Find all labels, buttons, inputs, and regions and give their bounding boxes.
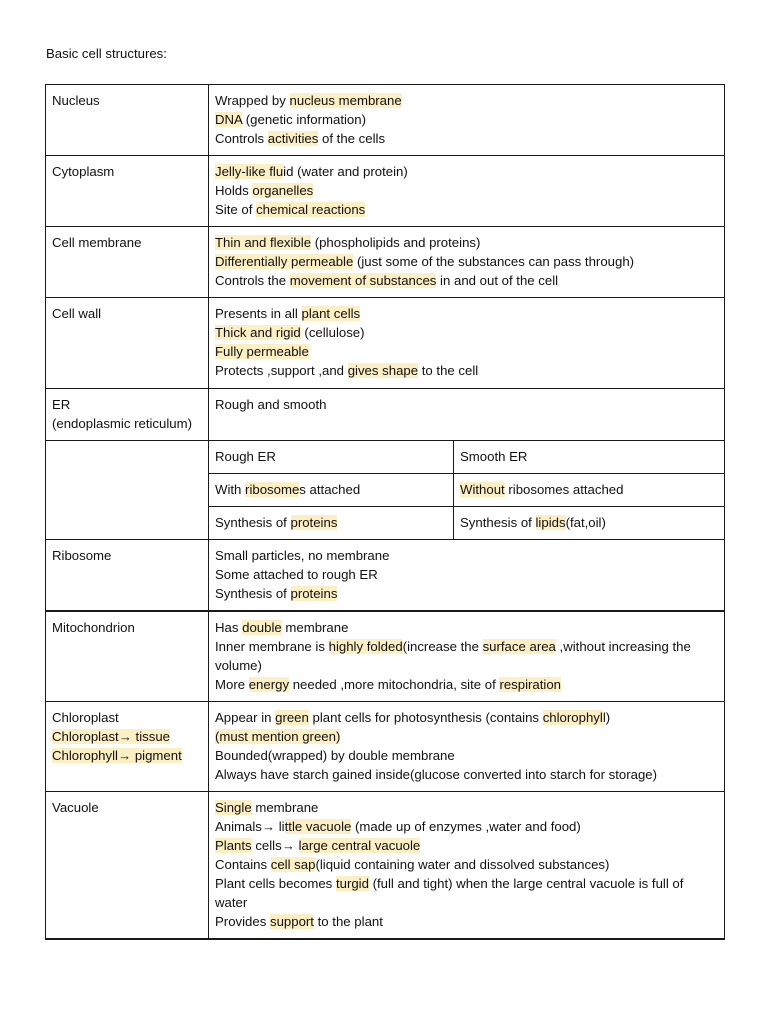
text-line xyxy=(52,727,202,746)
text-run: (liquid containing water and dissolved substances) xyxy=(315,857,610,872)
text-line xyxy=(215,181,718,200)
text-run: (endoplasmic reticulum) xyxy=(52,416,192,431)
label-ribosome xyxy=(46,540,209,612)
text-run: s attached xyxy=(299,482,361,497)
desc-nucleus xyxy=(209,85,725,156)
text-run: Has xyxy=(215,620,243,635)
highlighted-text: gives shape xyxy=(347,363,419,378)
highlighted-text: chemical reactions xyxy=(256,202,366,217)
text-run: Site of xyxy=(215,202,257,217)
row-er xyxy=(46,389,725,441)
text-run: ,without increasing the volume) xyxy=(215,639,691,673)
text-run: Vacuole xyxy=(52,800,99,815)
highlighted-text: Single xyxy=(215,800,252,815)
highlighted-text: Without xyxy=(460,482,505,497)
text-line xyxy=(52,414,202,433)
desc-cytoplasm xyxy=(209,156,725,227)
text-run: Always have starch gained inside(glucose converted into starch for storage) xyxy=(215,767,658,782)
text-line xyxy=(215,129,718,148)
text-line xyxy=(215,618,718,637)
text-run: Contains xyxy=(215,857,271,872)
text-run: Holds xyxy=(215,183,253,198)
text-line xyxy=(215,480,447,499)
highlighted-text: proteins xyxy=(290,515,338,530)
text-run: membrane xyxy=(251,800,319,815)
highlighted-text: movement of substances xyxy=(289,273,437,288)
highlighted-text: highly folded xyxy=(328,639,403,654)
text-line xyxy=(52,304,202,323)
text-line xyxy=(215,271,718,290)
text-line xyxy=(52,546,202,565)
text-line xyxy=(52,233,202,252)
text-run: Controls xyxy=(215,131,268,146)
text-run: Plant cells becomes xyxy=(215,876,336,891)
highlighted-text: Fully permeable xyxy=(215,344,309,359)
er-header-smooth: Smooth ER xyxy=(454,441,725,474)
text-line xyxy=(460,480,718,499)
text-run: Controls the xyxy=(215,273,290,288)
text-run: in and out of the cell xyxy=(436,273,559,288)
highlighted-text: Jelly-like flu xyxy=(215,164,284,179)
highlighted-text: chlorophyl xyxy=(542,710,603,725)
highlighted-text: activities xyxy=(267,131,319,146)
highlighted-text: double xyxy=(242,620,282,635)
desc-er xyxy=(209,389,725,441)
er-smooth-ribosomes xyxy=(454,474,725,507)
text-run: Appear in xyxy=(215,710,276,725)
text-run: Chloroplast xyxy=(52,710,119,725)
highlighted-text: plant cells xyxy=(301,306,361,321)
text-run: cells→ xyxy=(251,838,299,853)
text-line xyxy=(215,637,718,675)
text-run: (made up of enzymes ,water and food) xyxy=(351,819,581,834)
er-subtable-empty-label xyxy=(46,441,209,540)
text-run: (phospholipids and proteins) xyxy=(311,235,481,250)
highlighted-text: Chloroplast→ tissue xyxy=(52,729,171,744)
text-line xyxy=(215,546,718,565)
highlighted-text: large central vacuole xyxy=(298,838,421,853)
label-er xyxy=(46,389,209,441)
label-vacuole xyxy=(46,792,209,940)
text-run: to the plant xyxy=(313,914,383,929)
text-run: Rough and smooth xyxy=(215,397,327,412)
text-run: l) xyxy=(602,710,611,725)
text-line xyxy=(215,874,718,912)
row-cell-wall xyxy=(46,298,725,389)
text-run: (full and tight) when the large central vacuole is full of water xyxy=(215,876,684,910)
highlighted-text: Thin and flexible xyxy=(215,235,312,250)
highlighted-text: surface area xyxy=(482,639,556,654)
row-ribosome xyxy=(46,540,725,612)
text-run: membrane xyxy=(281,620,349,635)
text-run: (genetic information) xyxy=(242,112,366,127)
text-run: (fat,oil) xyxy=(565,515,606,530)
text-line xyxy=(215,727,718,746)
desc-chloroplast xyxy=(209,702,725,792)
text-run: of the cells xyxy=(318,131,386,146)
text-run: Protects ,support ,and xyxy=(215,363,348,378)
row-nucleus xyxy=(46,85,725,156)
text-line xyxy=(215,513,447,532)
text-run: With xyxy=(215,482,246,497)
text-run: ribosomes attached xyxy=(504,482,624,497)
text-line xyxy=(215,912,718,931)
text-line xyxy=(215,584,718,603)
er-smooth-synthesis xyxy=(454,507,725,540)
text-line xyxy=(215,162,718,181)
text-line xyxy=(215,110,718,129)
highlighted-text: cell sap xyxy=(270,857,316,872)
highlighted-text: respiration xyxy=(499,677,562,692)
text-line xyxy=(215,252,718,271)
text-line xyxy=(215,91,718,110)
text-run: Synthesis of xyxy=(215,586,291,601)
highlighted-text: ribosome xyxy=(245,482,300,497)
desc-ribosome xyxy=(209,540,725,612)
row-mitochondrion xyxy=(46,611,725,702)
text-line xyxy=(52,746,202,765)
er-rough-synthesis xyxy=(209,507,454,540)
row-vacuole xyxy=(46,792,725,940)
text-run: Provides xyxy=(215,914,270,929)
row-cytoplasm xyxy=(46,156,725,227)
label-cell-wall xyxy=(46,298,209,389)
highlighted-text: Differentially permeable xyxy=(215,254,354,269)
highlighted-text: organelles xyxy=(252,183,314,198)
text-line xyxy=(215,855,718,874)
text-line xyxy=(215,304,718,323)
text-run: (increase the xyxy=(402,639,483,654)
highlighted-text: green xyxy=(275,710,309,725)
text-line xyxy=(215,817,718,836)
text-run: Some attached to rough ER xyxy=(215,567,378,582)
label-mitochondrion xyxy=(46,611,209,702)
text-run: Presents in all xyxy=(215,306,302,321)
desc-cell-wall xyxy=(209,298,725,389)
highlighted-text: Plants xyxy=(215,838,252,853)
text-run: Synthesis of xyxy=(215,515,291,530)
highlighted-text: ttle vacuole xyxy=(284,819,352,834)
text-line xyxy=(215,708,718,727)
text-line xyxy=(215,746,718,765)
highlighted-text: nucleus membrane xyxy=(289,93,402,108)
text-line xyxy=(215,675,718,694)
text-run: Cytoplasm xyxy=(52,164,115,179)
text-line xyxy=(52,618,202,637)
label-nucleus xyxy=(46,85,209,156)
desc-mitochondrion xyxy=(209,611,725,702)
text-line xyxy=(52,798,202,817)
highlighted-text: Thick and rigid xyxy=(215,325,301,340)
text-run: to the cell xyxy=(418,363,479,378)
row-cell-membrane xyxy=(46,227,725,298)
text-run: Bounded(wrapped) by double membrane xyxy=(215,748,455,763)
highlighted-text: turgid xyxy=(335,876,369,891)
highlighted-text: lipids xyxy=(535,515,566,530)
label-cytoplasm xyxy=(46,156,209,227)
cell-structures-table xyxy=(45,84,725,940)
text-line xyxy=(460,513,718,532)
text-run: Animals→ li xyxy=(215,819,285,834)
text-line xyxy=(52,162,202,181)
text-line xyxy=(215,565,718,584)
label-cell-membrane xyxy=(46,227,209,298)
text-run: id (water and protein) xyxy=(283,164,408,179)
highlighted-text: support xyxy=(269,914,314,929)
er-rough-ribosomes xyxy=(209,474,454,507)
highlighted-text: Chlorophyll→ pigment xyxy=(52,748,182,763)
text-line xyxy=(215,200,718,219)
text-run: Synthesis of xyxy=(460,515,536,530)
text-line xyxy=(52,395,202,414)
highlighted-text: proteins xyxy=(290,586,338,601)
text-line xyxy=(215,342,718,361)
text-run: Cell membrane xyxy=(52,235,142,250)
text-run: plant cells for photosynthesis (contains xyxy=(308,710,543,725)
text-run: More xyxy=(215,677,249,692)
text-line xyxy=(52,708,202,727)
text-run: needed ,more mitochondria, site of xyxy=(289,677,500,692)
text-run: Small particles, no membrane xyxy=(215,548,390,563)
highlighted-text: DNA xyxy=(215,112,243,127)
text-run: (just some of the substances can pass through) xyxy=(353,254,635,269)
text-run: Ribosome xyxy=(52,548,112,563)
text-line xyxy=(215,323,718,342)
text-line xyxy=(215,798,718,817)
row-chloroplast xyxy=(46,702,725,792)
highlighted-text: energy xyxy=(248,677,290,692)
text-line xyxy=(52,91,202,110)
desc-vacuole xyxy=(209,792,725,940)
desc-cell-membrane xyxy=(209,227,725,298)
text-run: Wrapped by xyxy=(215,93,290,108)
document-title: Basic cell structures: xyxy=(46,46,167,61)
label-chloroplast xyxy=(46,702,209,792)
text-run: (cellulose) xyxy=(300,325,365,340)
text-run: ER xyxy=(52,397,71,412)
text-line xyxy=(215,233,718,252)
text-run: Mitochondrion xyxy=(52,620,135,635)
text-line xyxy=(215,836,718,855)
er-header-rough: Rough ER xyxy=(209,441,454,474)
text-run: Cell wall xyxy=(52,306,102,321)
text-run: Inner membrane is xyxy=(215,639,329,654)
text-run: Nucleus xyxy=(52,93,100,108)
text-line xyxy=(215,395,718,414)
text-line xyxy=(215,361,718,380)
text-line xyxy=(215,765,718,784)
row-er-header xyxy=(46,441,725,474)
highlighted-text: (must mention green) xyxy=(215,729,341,744)
